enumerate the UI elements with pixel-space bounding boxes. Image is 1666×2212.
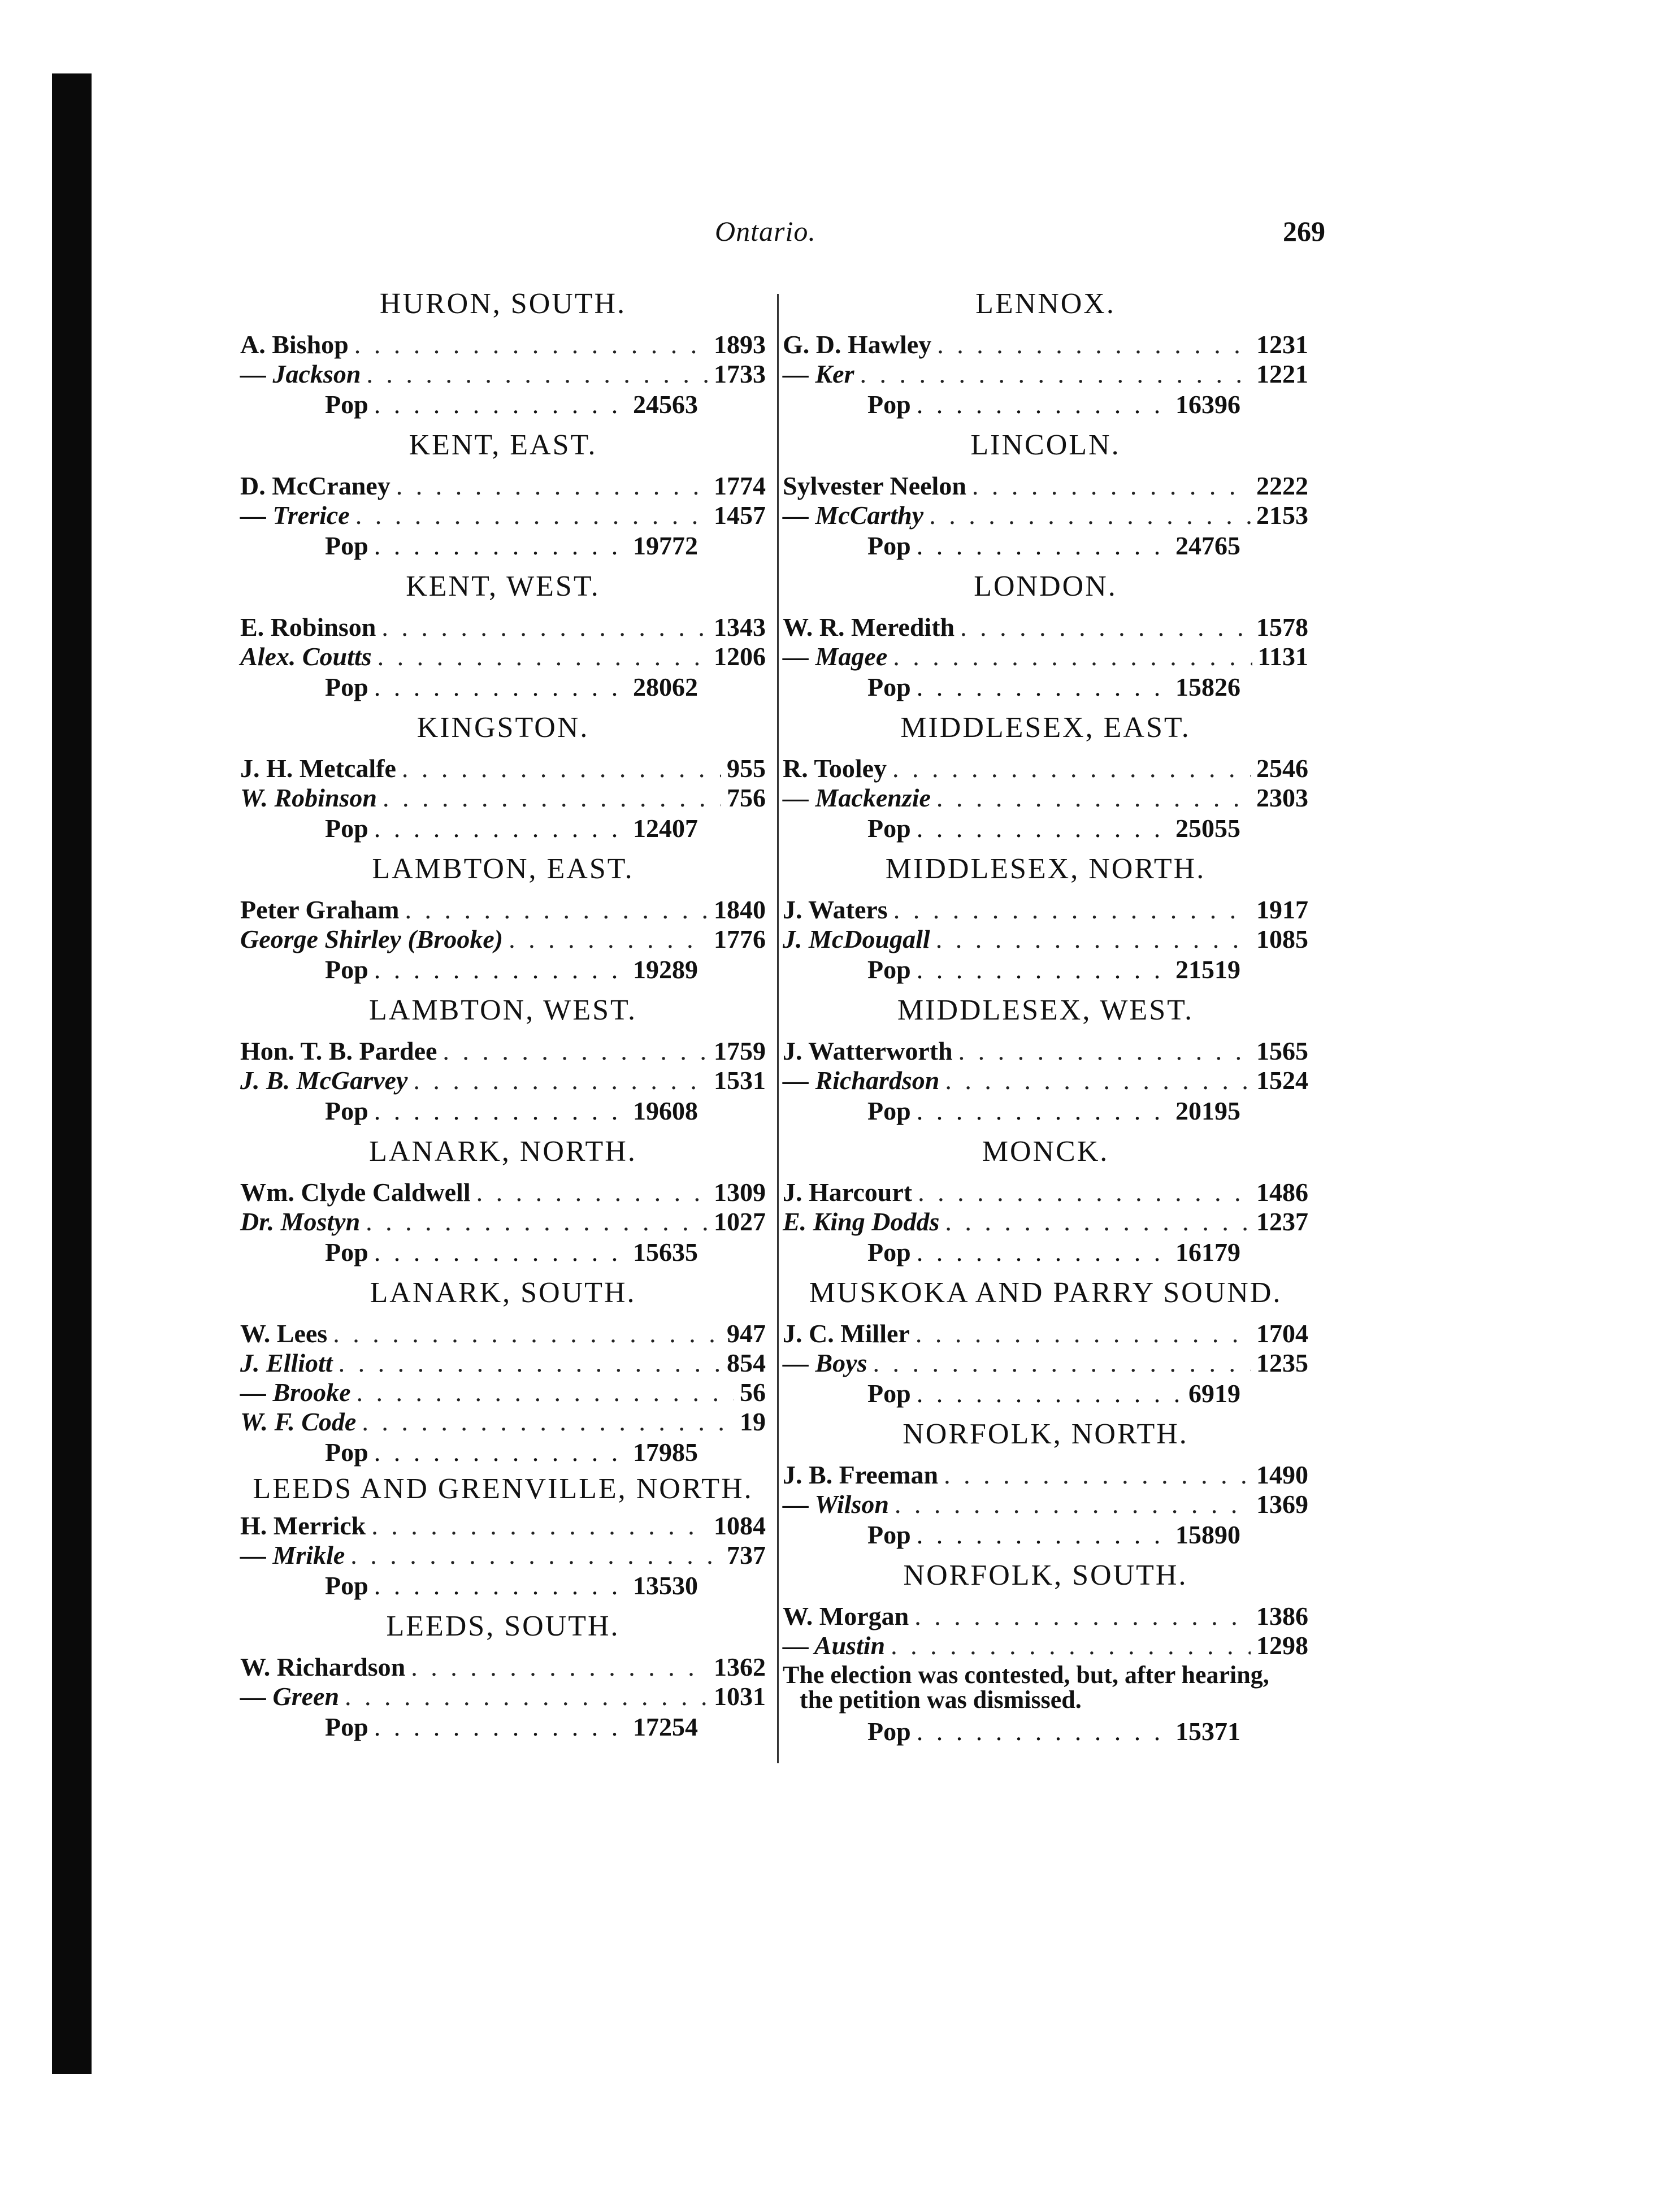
candidate-row <box>240 330 766 359</box>
candidate-row <box>240 1541 766 1570</box>
population-label: Pop <box>867 531 911 560</box>
dot-leader <box>937 330 1251 359</box>
vote-count: 1031 <box>714 1682 766 1711</box>
dot-leader <box>366 359 708 389</box>
right-column <box>783 283 1308 1754</box>
dot-leader <box>354 330 708 359</box>
population-value: 19772 <box>633 531 698 560</box>
dot-leader <box>374 1095 627 1127</box>
candidate-name: W. Robinson <box>240 783 378 812</box>
candidate-name: W. R. Meredith <box>783 613 955 641</box>
population-value: 16396 <box>1175 390 1240 419</box>
candidate-row <box>783 501 1308 530</box>
dot-leader <box>374 1437 627 1468</box>
population-value: 28062 <box>633 673 698 701</box>
population-label: Pop <box>867 1096 911 1125</box>
candidate-name: D. McCraney <box>240 471 391 500</box>
population-row <box>325 954 698 987</box>
constituency-heading: MIDDLESEX, WEST. <box>897 994 1194 1026</box>
candidate-name: — Boys <box>783 1348 867 1377</box>
population-row <box>867 954 1240 987</box>
candidate-row <box>783 330 1308 359</box>
candidate-name: H. Merrick <box>240 1511 366 1540</box>
population-label: Pop <box>867 1379 911 1408</box>
constituency-section <box>240 1134 766 1269</box>
vote-count: 1206 <box>714 642 766 671</box>
dot-leader <box>374 530 627 562</box>
page-number: 269 <box>1283 215 1325 247</box>
dot-leader <box>413 1066 708 1095</box>
vote-count: 1893 <box>714 330 766 359</box>
constituency-heading: LEEDS, SOUTH. <box>386 1610 620 1642</box>
candidate-row <box>240 471 766 501</box>
dot-leader <box>917 954 1170 986</box>
candidate-name: — Wilson <box>783 1490 889 1519</box>
candidate-name: J. Watterworth <box>783 1036 953 1065</box>
population-row <box>325 1437 698 1469</box>
constituency-section <box>783 569 1308 704</box>
constituency-heading: MIDDLESEX, EAST. <box>900 712 1191 744</box>
dot-leader <box>357 1378 735 1407</box>
vote-count: 2222 <box>1256 471 1308 500</box>
candidate-name: — Ker <box>783 359 854 388</box>
vote-count: 1237 <box>1256 1207 1308 1236</box>
population-label: Pop <box>325 1712 368 1741</box>
dot-leader <box>891 1631 1251 1660</box>
election-note: The election was contested, but, after hearing, the petition was dismissed. <box>783 1661 1269 1714</box>
vote-count: 737 <box>727 1541 766 1569</box>
candidate-name: W. Lees <box>240 1319 328 1348</box>
dot-leader <box>339 1348 721 1378</box>
dot-leader <box>918 1178 1251 1207</box>
constituency-section <box>240 992 766 1128</box>
constituency-heading: NORFOLK, SOUTH. <box>903 1559 1188 1591</box>
candidate-row <box>240 1036 766 1066</box>
population-label: Pop <box>867 955 911 984</box>
candidate-row <box>783 1036 1308 1066</box>
candidate-name: J. Waters <box>783 895 888 924</box>
dot-leader <box>374 1570 627 1602</box>
vote-count: 1298 <box>1256 1631 1308 1660</box>
candidate-row <box>783 1460 1308 1490</box>
dot-leader <box>405 895 708 925</box>
constituency-section <box>783 851 1308 987</box>
constituency-section <box>240 1608 766 1744</box>
vote-count: 1704 <box>1256 1319 1308 1348</box>
candidate-row <box>783 1490 1308 1519</box>
column-divider <box>777 294 779 1763</box>
constituency-section <box>240 569 766 704</box>
population-row <box>867 671 1240 704</box>
candidate-row <box>240 1066 766 1095</box>
vote-count: 1131 <box>1257 642 1308 671</box>
vote-count: 1733 <box>714 359 766 388</box>
constituency-heading: KENT, WEST. <box>406 570 600 602</box>
population-label: Pop <box>867 673 911 701</box>
vote-count: 955 <box>727 754 766 783</box>
population-label: Pop <box>325 955 368 984</box>
constituency-heading: LENNOX. <box>975 288 1116 320</box>
candidate-row <box>240 642 766 671</box>
candidate-row <box>783 1631 1308 1660</box>
population-label: Pop <box>867 1520 911 1549</box>
dot-leader <box>402 754 721 783</box>
population-value: 6919 <box>1188 1379 1240 1408</box>
population-value: 17254 <box>633 1712 698 1741</box>
candidate-row <box>240 1348 766 1378</box>
candidate-row <box>783 925 1308 954</box>
constituency-heading: MONCK. <box>982 1135 1109 1168</box>
population-row <box>325 813 698 845</box>
population-label: Pop <box>867 1717 911 1746</box>
candidate-row <box>240 359 766 389</box>
population-label: Pop <box>867 1238 911 1267</box>
population-value: 15890 <box>1175 1520 1240 1549</box>
dot-leader <box>860 359 1251 389</box>
population-label: Pop <box>867 814 911 843</box>
candidate-name: — McCarthy <box>783 501 924 530</box>
vote-count: 1085 <box>1256 925 1308 953</box>
candidate-name: — Brooke <box>240 1378 351 1407</box>
candidate-name: R. Tooley <box>783 754 887 783</box>
candidate-row <box>783 895 1308 925</box>
dot-leader <box>374 1711 627 1743</box>
population-row <box>325 1095 698 1128</box>
vote-count: 1231 <box>1256 330 1308 359</box>
constituency-section <box>783 286 1308 422</box>
candidate-row <box>783 1602 1308 1631</box>
vote-count: 1221 <box>1256 359 1308 388</box>
dot-leader <box>917 1095 1170 1127</box>
vote-count: 1531 <box>714 1066 766 1095</box>
candidate-row <box>783 783 1308 813</box>
dot-leader <box>383 783 721 813</box>
constituency-heading: MIDDLESEX, NORTH. <box>885 853 1206 885</box>
dot-leader <box>917 530 1170 562</box>
population-value: 17985 <box>633 1438 698 1467</box>
candidate-name: J. Elliott <box>240 1348 333 1377</box>
dot-leader <box>355 501 708 530</box>
dot-leader <box>350 1541 721 1570</box>
constituency-heading: LAMBTON, WEST. <box>369 994 637 1026</box>
dot-leader <box>411 1653 708 1682</box>
dot-leader <box>917 1716 1170 1747</box>
candidate-row <box>783 1066 1308 1095</box>
candidate-name: W. F. Code <box>240 1407 357 1436</box>
population-value: 19289 <box>633 955 698 984</box>
dot-leader <box>936 783 1251 813</box>
dot-leader <box>917 1237 1170 1268</box>
constituency-section <box>240 427 766 563</box>
dot-leader <box>366 1207 708 1237</box>
candidate-row <box>240 895 766 925</box>
candidate-row <box>240 925 766 954</box>
dot-leader <box>509 925 708 954</box>
population-label: Pop <box>325 390 368 419</box>
candidate-name: Wm. Clyde Caldwell <box>240 1178 471 1207</box>
population-row <box>325 530 698 563</box>
vote-count: 1776 <box>714 925 766 953</box>
dot-leader <box>929 501 1251 530</box>
dot-leader <box>381 613 708 642</box>
constituency-heading: LAMBTON, EAST. <box>372 853 634 885</box>
constituency-heading: NORFOLK, NORTH. <box>903 1418 1188 1450</box>
population-row <box>867 1716 1240 1749</box>
constituency-section <box>783 1275 1308 1411</box>
population-row <box>867 1095 1240 1128</box>
candidate-name: E. Robinson <box>240 613 376 641</box>
candidate-name: Sylvester Neelon <box>783 471 966 500</box>
population-value: 15826 <box>1175 673 1240 701</box>
dot-leader <box>944 1460 1251 1490</box>
candidate-name: Alex. Coutts <box>240 642 372 671</box>
candidate-name: — Magee <box>783 642 888 671</box>
vote-count: 2153 <box>1256 501 1308 530</box>
candidate-name: — Mackenzie <box>783 783 931 812</box>
dot-leader <box>958 1036 1251 1066</box>
dot-leader <box>442 1036 708 1066</box>
constituency-heading: LONDON. <box>974 570 1117 602</box>
candidate-name: J. Harcourt <box>783 1178 913 1207</box>
constituency-heading: LANARK, NORTH. <box>369 1135 637 1168</box>
population-row <box>325 1711 698 1744</box>
candidate-name: — Trerice <box>240 501 350 530</box>
population-label: Pop <box>325 673 368 701</box>
candidate-row <box>783 642 1308 671</box>
vote-count: 1759 <box>714 1036 766 1065</box>
population-value: 20195 <box>1175 1096 1240 1125</box>
population-value: 25055 <box>1175 814 1240 843</box>
candidate-row <box>783 359 1308 389</box>
candidate-row <box>240 1178 766 1207</box>
population-label: Pop <box>325 1096 368 1125</box>
constituency-section <box>783 992 1308 1128</box>
population-label: Pop <box>325 1238 368 1267</box>
constituency-section <box>240 1475 766 1603</box>
candidate-name: E. King Dodds <box>783 1207 940 1236</box>
vote-count: 2546 <box>1256 754 1308 783</box>
vote-count: 1565 <box>1256 1036 1308 1065</box>
vote-count: 19 <box>740 1407 766 1436</box>
constituency-section <box>240 851 766 987</box>
constituency-heading: LEEDS AND GRENVILLE, NORTH. <box>253 1473 753 1505</box>
candidate-name: J. B. McGarvey <box>240 1066 408 1095</box>
vote-count: 1235 <box>1256 1348 1308 1377</box>
dot-leader <box>873 1348 1251 1378</box>
vote-count: 1840 <box>714 895 766 924</box>
dot-leader <box>374 1237 627 1268</box>
candidate-row <box>240 1378 766 1407</box>
vote-count: 1369 <box>1256 1490 1308 1519</box>
population-row <box>325 389 698 422</box>
vote-count: 1386 <box>1256 1602 1308 1630</box>
dot-leader <box>374 389 627 420</box>
dot-leader <box>972 471 1251 501</box>
candidate-name: J. H. Metcalfe <box>240 754 396 783</box>
candidate-row <box>240 1653 766 1682</box>
constituency-section <box>240 286 766 422</box>
candidate-row <box>240 1407 766 1437</box>
population-row <box>867 1378 1240 1411</box>
dot-leader <box>333 1319 721 1348</box>
vote-count: 1774 <box>714 471 766 500</box>
vote-count: 1362 <box>714 1653 766 1681</box>
vote-count: 1309 <box>714 1178 766 1207</box>
candidate-row <box>240 501 766 530</box>
candidate-row <box>240 754 766 783</box>
dot-leader <box>374 671 627 703</box>
dot-leader <box>345 1682 708 1711</box>
vote-count: 854 <box>727 1348 766 1377</box>
population-label: Pop <box>325 1438 368 1467</box>
dot-leader <box>893 895 1251 925</box>
candidate-name: — Austin <box>783 1631 886 1660</box>
constituency-heading: KINGSTON. <box>416 712 589 744</box>
dot-leader <box>917 813 1170 844</box>
candidate-name: J. C. Miller <box>783 1319 910 1348</box>
population-label: Pop <box>325 814 368 843</box>
population-row <box>325 1570 698 1603</box>
vote-count: 1917 <box>1256 895 1308 924</box>
population-value: 24563 <box>633 390 698 419</box>
population-row <box>867 1519 1240 1552</box>
population-value: 21519 <box>1175 955 1240 984</box>
candidate-name: W. Richardson <box>240 1653 406 1681</box>
vote-count: 1490 <box>1256 1460 1308 1489</box>
population-row <box>867 530 1240 563</box>
population-label: Pop <box>325 531 368 560</box>
vote-count: 1486 <box>1256 1178 1308 1207</box>
dot-leader <box>945 1207 1251 1237</box>
dot-leader <box>895 1490 1251 1519</box>
candidate-name: J. B. Freeman <box>783 1460 939 1489</box>
dot-leader <box>371 1511 708 1541</box>
population-value: 24765 <box>1175 531 1240 560</box>
candidate-name: G. D. Hawley <box>783 330 932 359</box>
vote-count: 56 <box>740 1378 766 1407</box>
candidate-name: — Mrikle <box>240 1541 345 1569</box>
constituency-heading: MUSKOKA AND PARRY SOUND. <box>809 1277 1282 1309</box>
population-value: 15635 <box>633 1238 698 1267</box>
constituency-section <box>783 710 1308 845</box>
candidate-name: — Jackson <box>240 359 361 388</box>
candidate-row <box>240 613 766 642</box>
population-row <box>325 671 698 704</box>
dot-leader <box>892 754 1251 783</box>
dot-leader <box>917 389 1170 420</box>
dot-leader <box>960 613 1251 642</box>
vote-count: 1457 <box>714 501 766 530</box>
vote-count: 947 <box>727 1319 766 1348</box>
candidate-row <box>240 1511 766 1541</box>
dot-leader <box>945 1066 1251 1095</box>
candidate-name: J. McDougall <box>783 925 930 953</box>
candidate-name: — Richardson <box>783 1066 940 1095</box>
vote-count: 1027 <box>714 1207 766 1236</box>
population-value: 13530 <box>633 1571 698 1600</box>
candidate-row <box>240 783 766 813</box>
candidate-row <box>783 1319 1308 1348</box>
candidate-name: George Shirley (Brooke) <box>240 925 504 953</box>
population-value: 16179 <box>1175 1238 1240 1267</box>
constituency-section <box>783 427 1308 563</box>
dot-leader <box>916 1319 1251 1348</box>
constituency-section <box>783 1558 1308 1749</box>
dot-leader <box>914 1602 1251 1631</box>
dot-leader <box>374 954 627 986</box>
constituency-heading: KENT, EAST. <box>409 429 597 461</box>
constituency-section <box>240 1275 766 1469</box>
candidate-row <box>240 1682 766 1711</box>
candidate-row <box>783 1348 1308 1378</box>
vote-count: 756 <box>727 783 766 812</box>
candidate-row <box>240 1207 766 1237</box>
population-row <box>867 389 1240 422</box>
candidate-name: Hon. T. B. Pardee <box>240 1036 437 1065</box>
dot-leader <box>396 471 708 501</box>
running-header: Ontario. <box>715 215 816 247</box>
vote-count: 2303 <box>1256 783 1308 812</box>
constituency-section <box>783 1134 1308 1269</box>
vote-count: 1343 <box>714 613 766 641</box>
population-row <box>325 1237 698 1269</box>
candidate-row <box>783 754 1308 783</box>
dot-leader <box>917 1378 1183 1409</box>
dot-leader <box>936 925 1251 954</box>
dot-leader <box>378 642 708 671</box>
candidate-row <box>783 471 1308 501</box>
constituency-heading: LANARK, SOUTH. <box>370 1277 636 1309</box>
population-value: 19608 <box>633 1096 698 1125</box>
candidate-row <box>783 613 1308 642</box>
population-row <box>867 1237 1240 1269</box>
vote-count: 1578 <box>1256 613 1308 641</box>
candidate-row <box>240 1319 766 1348</box>
dot-leader <box>362 1407 734 1437</box>
constituency-heading: HURON, SOUTH. <box>379 288 627 320</box>
vote-count: 1084 <box>714 1511 766 1540</box>
dot-leader <box>893 642 1252 671</box>
candidate-name: W. Morgan <box>783 1602 909 1630</box>
dot-leader <box>374 813 627 844</box>
dot-leader <box>917 1519 1170 1551</box>
candidate-name: A. Bishop <box>240 330 349 359</box>
constituency-heading: LINCOLN. <box>970 429 1121 461</box>
dot-leader <box>917 671 1170 703</box>
dot-leader <box>476 1178 708 1207</box>
constituency-section <box>240 710 766 845</box>
left-column <box>240 283 766 1750</box>
population-value: 12407 <box>633 814 698 843</box>
candidate-row <box>783 1207 1308 1237</box>
vote-count: 1524 <box>1256 1066 1308 1095</box>
candidate-name: Peter Graham <box>240 895 400 924</box>
constituency-section <box>783 1416 1308 1552</box>
population-label: Pop <box>867 390 911 419</box>
candidate-name: Dr. Mostyn <box>240 1207 361 1236</box>
population-label: Pop <box>325 1571 368 1600</box>
population-value: 15371 <box>1175 1717 1240 1746</box>
candidate-row <box>783 1178 1308 1207</box>
page-binding-shadow <box>52 73 92 2074</box>
population-row <box>867 813 1240 845</box>
candidate-name: — Green <box>240 1682 340 1711</box>
